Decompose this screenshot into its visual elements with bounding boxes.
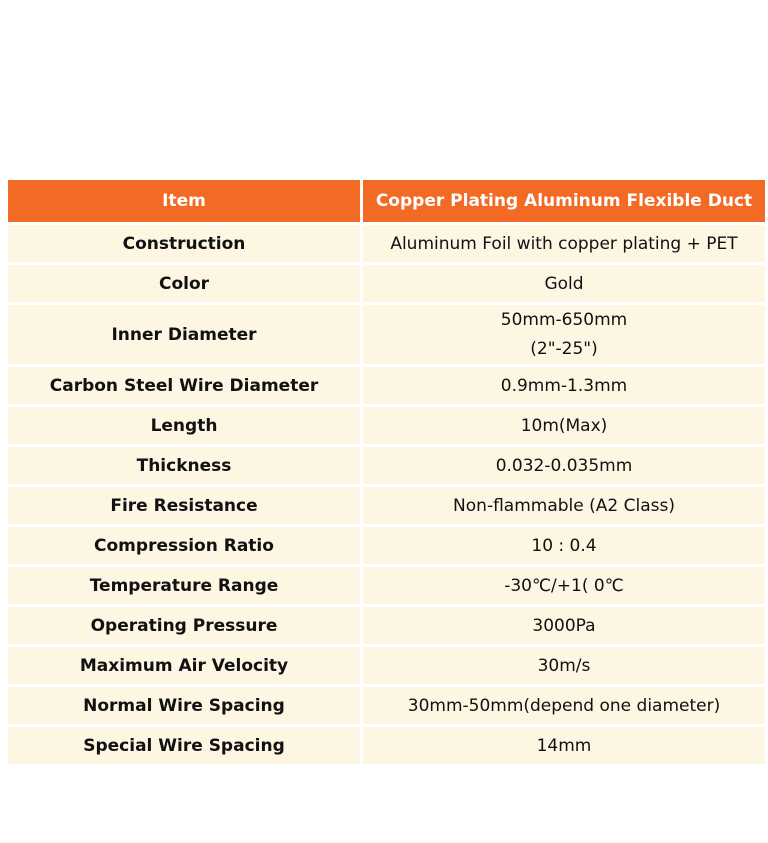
row-value: 14mm [363,727,765,764]
row-value: 30m/s [363,647,765,684]
table-row [8,225,765,262]
row-value: 0.032-0.035mm [363,447,765,484]
row-label: Construction [8,225,360,262]
row-value: Non-flammable (A2 Class) [363,487,765,524]
table-row [8,265,765,302]
table-row [8,687,765,724]
row-value: 0.9mm-1.3mm [363,367,765,404]
row-label: Compression Ratio [8,527,360,564]
row-label: Maximum Air Velocity [8,647,360,684]
row-label: Color [8,265,360,302]
row-label: Operating Pressure [8,607,360,644]
row-value-line2: (2"-25") [530,338,598,359]
table-header-row [8,180,765,222]
row-label: Carbon Steel Wire Diameter [8,367,360,404]
table-row [8,447,765,484]
row-label: Thickness [8,447,360,484]
row-value: Gold [363,265,765,302]
row-label: Normal Wire Spacing [8,687,360,724]
row-value: 10m(Max) [363,407,765,444]
table-row [8,607,765,644]
table-row [8,647,765,684]
table-row [8,527,765,564]
row-value-line1: 50mm-650mm [500,309,628,330]
row-label: Temperature Range [8,567,360,604]
row-value: 3000Pa [363,607,765,644]
row-value: 30mm-50mm(depend one diameter) [363,687,765,724]
table-row [8,727,765,764]
table-row [8,407,765,444]
row-value [363,305,765,364]
row-label: Special Wire Spacing [8,727,360,764]
row-value: 10 : 0.4 [363,527,765,564]
table-row [8,305,765,364]
table-row [8,487,765,524]
row-value: Aluminum Foil with copper plating + PET [363,225,765,262]
header-product: Copper Plating Aluminum Flexible Duct [363,180,765,222]
row-label: Fire Resistance [8,487,360,524]
row-value: -30℃/+1( 0℃ [363,567,765,604]
row-label: Length [8,407,360,444]
table-row [8,567,765,604]
row-label: Inner Diameter [8,305,360,364]
header-item: Item [8,180,360,222]
table-row [8,367,765,404]
spec-table [8,180,765,767]
